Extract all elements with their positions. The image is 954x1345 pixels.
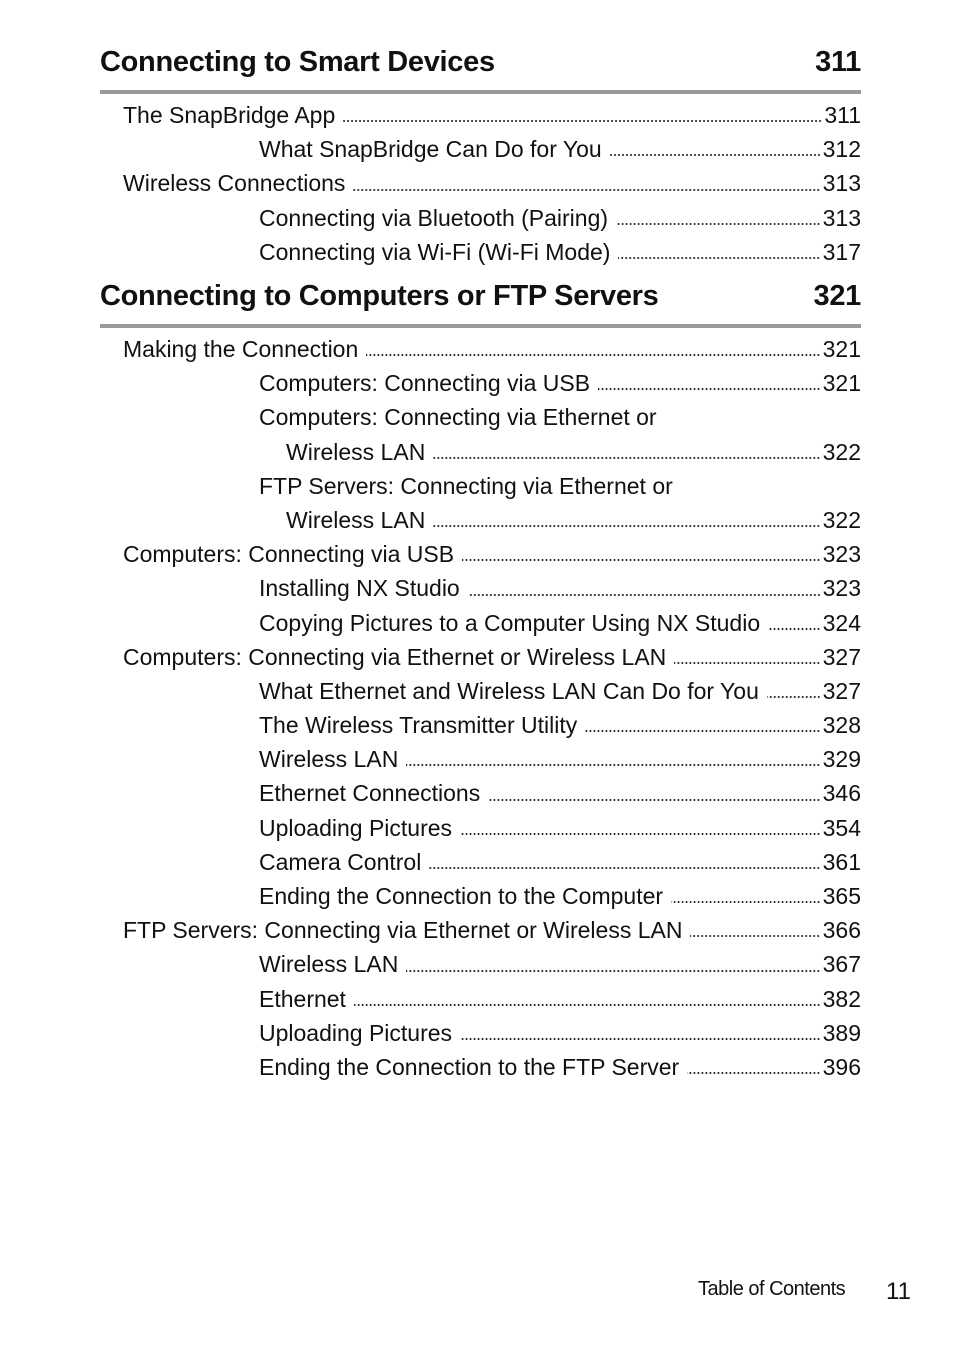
toc-entry[interactable] (100, 537, 861, 571)
toc-entry[interactable] (100, 1050, 861, 1084)
toc-entry-page: 312 (822, 136, 861, 163)
toc-entry[interactable] (100, 332, 861, 366)
toc-entry-title: Uploading Pictures (259, 1019, 453, 1046)
toc-entry-title: Connecting via Bluetooth (Pairing) (259, 204, 609, 231)
dot-leader (768, 625, 820, 631)
toc-entry-page: 367 (822, 951, 861, 978)
toc-entry-page: 327 (822, 643, 861, 670)
toc-entry-page: 323 (822, 541, 861, 568)
toc-entry-page: 354 (822, 814, 861, 841)
toc-entry-page: 327 (822, 677, 861, 704)
section-heading (100, 42, 861, 82)
section-divider (100, 324, 861, 328)
dot-leader (343, 117, 822, 123)
toc-entry-title: Camera Control (259, 848, 422, 875)
toc-entry[interactable] (100, 982, 861, 1016)
toc-entry-title: FTP Servers: Connecting via Ethernet or (259, 472, 673, 499)
toc-entry-title: Computers: Connecting via Ethernet or Wireless LAN (123, 643, 667, 670)
toc-entry-title: Connecting via Wi-Fi (Wi-Fi Mode) (259, 238, 611, 265)
toc-entry[interactable] (100, 606, 861, 640)
toc-entry-page: 382 (822, 985, 861, 1012)
dot-leader (406, 761, 820, 767)
section-page-number: 321 (813, 280, 861, 312)
dot-leader (616, 220, 821, 226)
dot-leader (433, 522, 820, 528)
toc-entry[interactable] (100, 879, 861, 913)
toc-entry-title: Ethernet (259, 985, 346, 1012)
toc-entry-page: 361 (822, 848, 861, 875)
toc-entry[interactable] (100, 166, 861, 200)
toc-entry[interactable] (100, 400, 861, 434)
toc-entry-page: 311 (824, 102, 861, 128)
toc-entry[interactable] (100, 435, 861, 469)
toc-entry-title: FTP Servers: Connecting via Ethernet or Wireless LAN (123, 917, 683, 944)
section-page-number: 311 (815, 46, 861, 78)
dot-leader (488, 796, 820, 802)
toc-entry[interactable] (100, 742, 861, 776)
toc-entry[interactable] (100, 845, 861, 879)
dot-leader (767, 693, 821, 699)
dot-leader (610, 151, 821, 157)
dot-leader (674, 659, 820, 665)
toc-entry-title: Wireless LAN (259, 746, 399, 773)
toc-entry-title: Wireless LAN (259, 951, 399, 978)
toc-entry-title: What Ethernet and Wireless LAN Can Do for You (259, 677, 759, 704)
toc-entry-title: Computers: Connecting via USB (123, 541, 455, 568)
toc-entry[interactable] (100, 811, 861, 845)
toc-entry-page: 346 (822, 780, 861, 807)
toc-entry[interactable] (100, 640, 861, 674)
toc-entry[interactable] (100, 235, 861, 269)
toc-entry[interactable] (100, 947, 861, 981)
footer-label: Table of Contents (698, 1278, 846, 1300)
toc-entry-title: The SnapBridge App (123, 102, 336, 128)
toc-entry-title: Ending the Connection to the Computer (259, 883, 664, 909)
toc-entry-page: 328 (822, 712, 861, 739)
toc-entry-page: 322 (822, 506, 861, 533)
dot-leader (671, 898, 821, 904)
toc-entry-title: The Wireless Transmitter Utility (259, 712, 578, 739)
toc-entry-page: 366 (822, 917, 861, 944)
section-divider (100, 90, 861, 94)
toc-entry-page: 323 (822, 575, 861, 602)
dot-leader (429, 864, 820, 870)
dot-leader (366, 351, 820, 357)
toc-entry-title: Wireless LAN (286, 438, 426, 465)
section-heading (100, 276, 861, 316)
section-title: Connecting to Smart Devices (100, 46, 495, 78)
toc-entry-title: Computers: Connecting via USB (259, 370, 591, 397)
toc-entry-page: 365 (822, 883, 861, 909)
dot-leader (460, 830, 821, 836)
toc-entry[interactable] (100, 1016, 861, 1050)
toc-entry-page: 313 (822, 170, 861, 197)
toc-entry[interactable] (100, 708, 861, 742)
toc-entry[interactable] (100, 913, 861, 947)
toc-entry-page: 321 (822, 370, 861, 397)
dot-leader (353, 186, 820, 192)
page-number: 11 (886, 1278, 911, 1305)
toc-entry-title: Making the Connection (123, 336, 359, 362)
toc-entry-title: Uploading Pictures (259, 814, 453, 841)
toc-entry[interactable] (100, 503, 861, 537)
dot-leader (468, 591, 821, 597)
toc-entry[interactable] (100, 366, 861, 400)
toc-entry-list (100, 98, 861, 269)
toc-entry-page: 389 (822, 1019, 861, 1046)
toc-section-computers-ftp (100, 276, 861, 1084)
toc-section-smart-devices (100, 42, 861, 269)
toc-entry-page: 324 (822, 609, 861, 636)
dot-leader (585, 727, 820, 733)
toc-entry-page: 317 (822, 238, 861, 265)
toc-entry-page: 313 (822, 204, 861, 231)
toc-entry-title: Ending the Connection to the FTP Server (259, 1053, 680, 1080)
dot-leader (598, 385, 821, 391)
toc-entry-title: Ethernet Connections (259, 780, 481, 807)
dot-leader (354, 1001, 821, 1007)
toc-entry-title: Installing NX Studio (259, 575, 460, 602)
dot-leader (618, 254, 820, 260)
toc-entry[interactable] (100, 201, 861, 235)
dot-leader (406, 967, 820, 973)
toc-entry[interactable] (100, 776, 861, 810)
dot-leader (687, 1069, 820, 1075)
dot-leader (462, 556, 821, 562)
toc-entry[interactable] (100, 674, 861, 708)
toc-entry[interactable] (100, 469, 861, 503)
toc-entry-title: Wireless LAN (286, 506, 426, 533)
dot-leader (460, 1035, 821, 1041)
toc-entry-title: Copying Pictures to a Computer Using NX Studio (259, 609, 761, 636)
toc-entry-title: What SnapBridge Can Do for You (259, 136, 602, 163)
dot-leader (690, 932, 820, 938)
toc-entry[interactable] (100, 98, 861, 132)
toc-entry-title: Computers: Connecting via Ethernet or (259, 404, 657, 431)
dot-leader (433, 454, 820, 460)
section-title: Connecting to Computers or FTP Servers (100, 280, 659, 312)
toc-entry-page: 321 (822, 336, 861, 362)
toc-entry[interactable] (100, 571, 861, 605)
toc-entry[interactable] (100, 132, 861, 166)
toc-entry-list (100, 332, 861, 1084)
toc-entry-page: 396 (822, 1053, 861, 1080)
toc-entry-page: 322 (822, 438, 861, 465)
toc-entry-title: Wireless Connections (123, 170, 346, 197)
toc-entry-page: 329 (822, 746, 861, 773)
